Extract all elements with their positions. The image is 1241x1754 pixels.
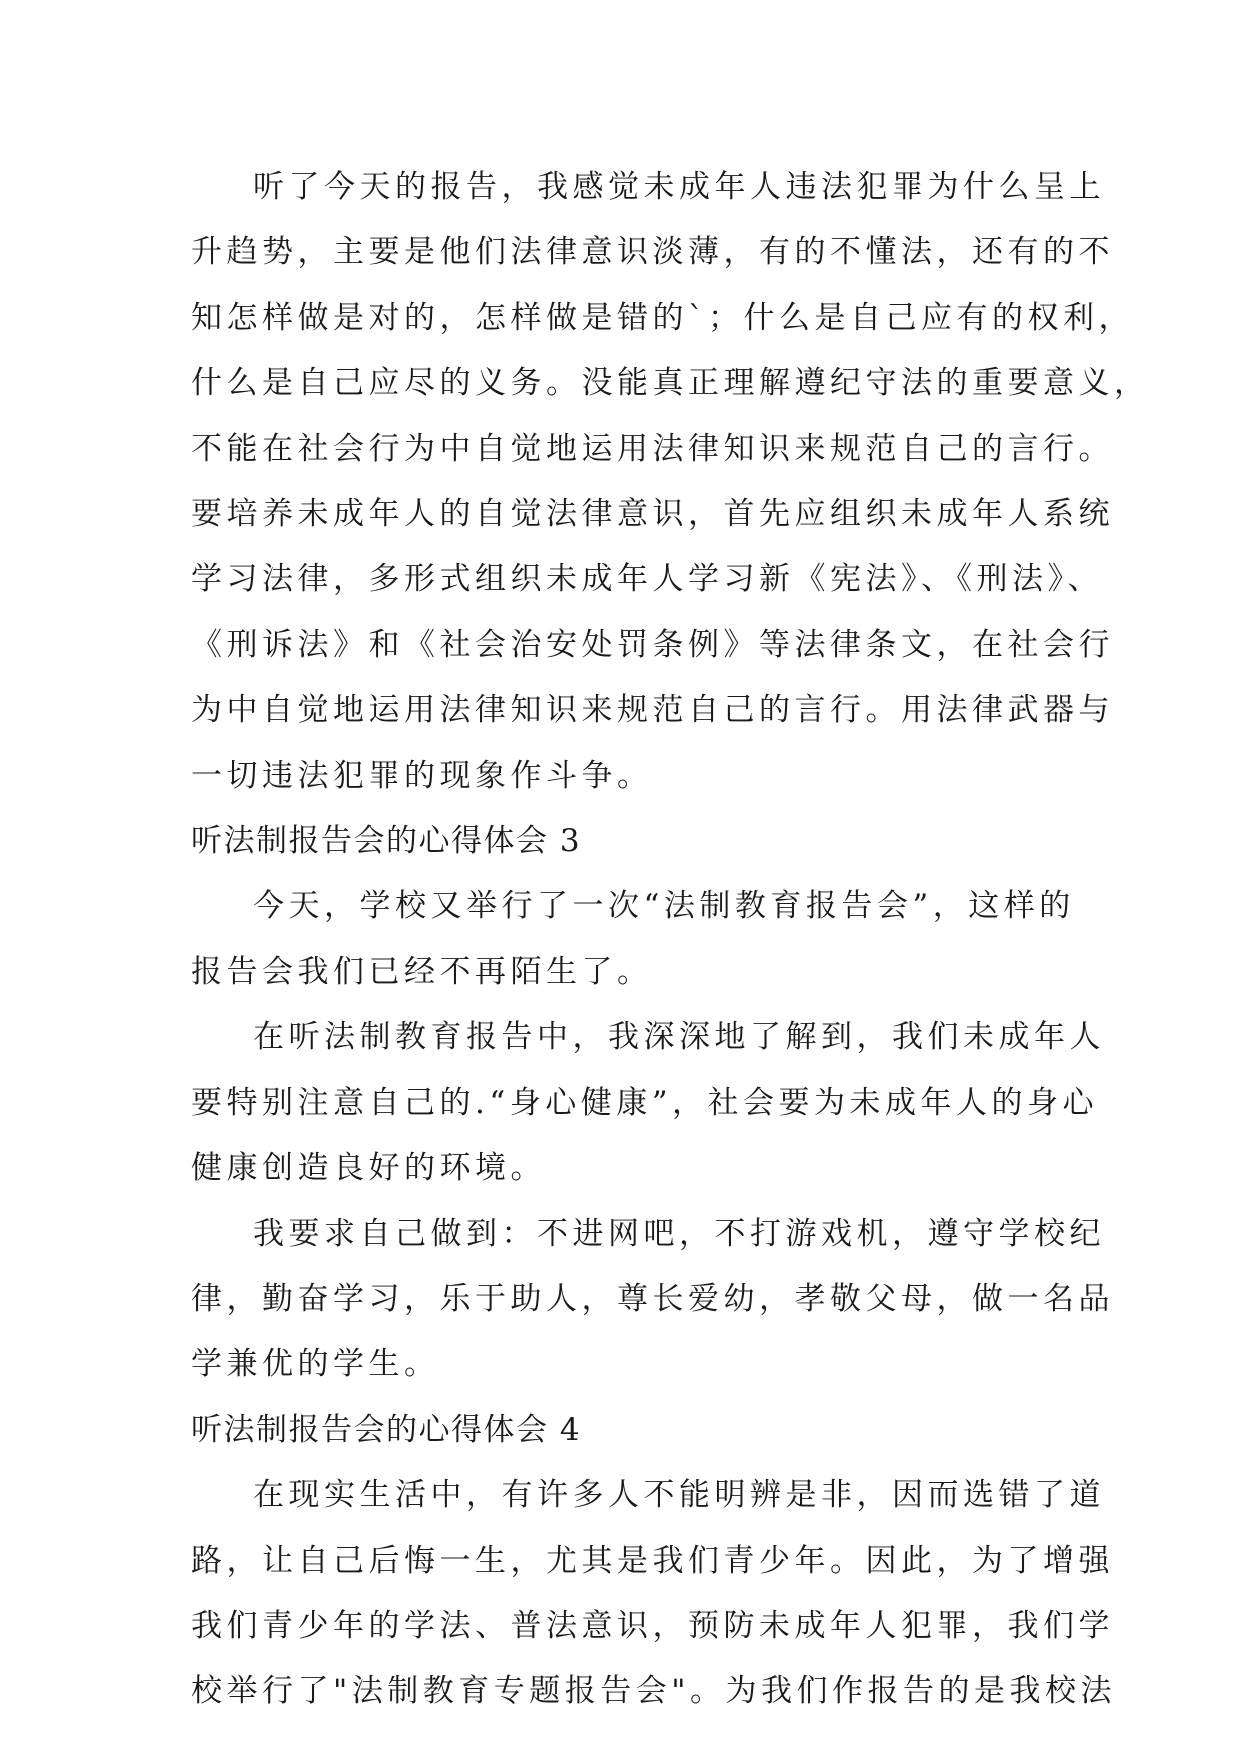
text-line: 健康创造良好的环境。 [191,1150,546,1187]
text-line: 路，让自己后悔一生，尤其是我们青少年。因此，为了增强 [191,1542,1114,1579]
text-line: 在现实生活中，有许多人不能明辨是非，因而选错了道 [253,1477,1105,1514]
text-line: 要特别注意自己的.“身心健康”，社会要为未成年人的身心 [191,1084,1099,1121]
text-line: 听了今天的报告，我感觉未成年人违法犯罪为什么呈上 [253,169,1105,205]
text-line: 学兼优的学生。 [191,1346,440,1383]
section-heading-3: 听法制报告会的心得体会 3 [191,823,582,860]
text-line: 《刑诉法》和《社会治安处罚条例》等法律条文，在社会行 [191,626,1114,663]
text-line: 什么是自己应尽的义务。没能真正理解遵纪守法的重要意义， [191,365,1150,402]
paragraph-5 [191,1463,1117,1725]
text-line: 律，勤奋学习，乐于助人，尊长爱幼，孝敬父母，做一名品 [191,1280,1114,1317]
document-body [191,155,1150,1725]
text-line: 今天，学校又举行了一次“法制教育报告会”，这样的 [253,888,1075,925]
text-line: 我要求自己做到：不进网吧，不打游戏机，遵守学校纪 [253,1215,1105,1252]
paragraph-2 [191,874,1075,1005]
text-line: 校举行了"法制教育专题报告会"。为我们作报告的是我校法 [191,1673,1117,1710]
text-line: 我们青少年的学法、普法意识，预防未成年人犯罪，我们学 [191,1607,1114,1644]
section-heading-4: 听法制报告会的心得体会 4 [191,1411,582,1448]
paragraph-4 [191,1202,1114,1398]
text-line: 不能在社会行为中自觉地运用法律知识来规范自己的言行。 [191,430,1114,467]
text-line: 在听法制教育报告中，我深深地了解到，我们未成年人 [253,1019,1105,1056]
text-line: 为中自觉地运用法律知识来规范自己的言行。用法律武器与 [191,692,1114,729]
text-line: 一切违法犯罪的现象作斗争。 [191,757,653,794]
text-line: 知怎样做是对的，怎样做是错的`；什么是自己应有的权利， [191,299,1134,336]
paragraph-3 [191,1005,1105,1201]
text-line: 报告会我们已经不再陌生了。 [191,953,653,990]
text-line: 学习法律，多形式组织未成年人学习新《宪法》、《刑法》、 [191,561,1103,598]
paragraph-1 [191,155,1150,809]
text-line: 升趋势，主要是他们法律意识淡薄，有的不懂法，还有的不 [191,234,1114,271]
text-line: 要培养未成年人的自觉法律意识，首先应组织未成年人系统 [191,496,1114,533]
